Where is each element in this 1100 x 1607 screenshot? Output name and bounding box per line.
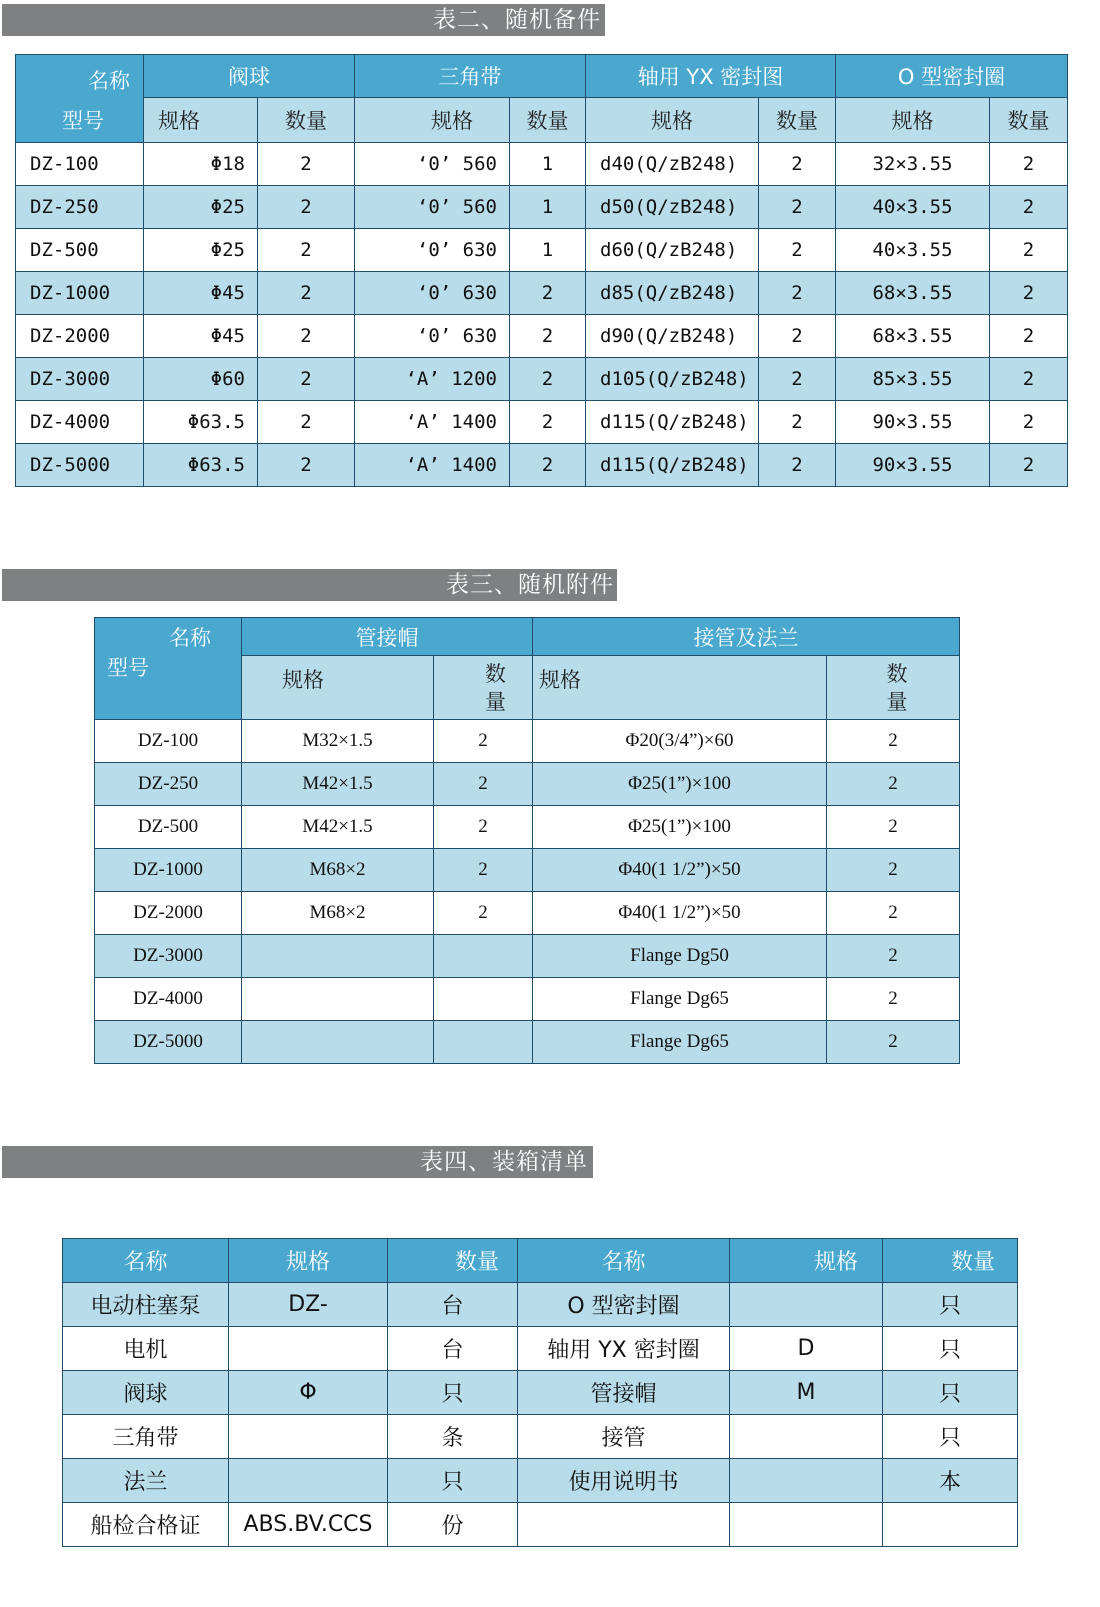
table-cell: 台 (388, 1283, 518, 1327)
table-cell: 2 (434, 763, 533, 806)
corner-top-label: 名称 (88, 69, 130, 93)
table-cell: 管接帽 (518, 1371, 730, 1415)
table-cell: 2 (434, 720, 533, 763)
table-cell: ABS.BV.CCS (229, 1503, 388, 1547)
qty-header (434, 656, 533, 720)
qty-header: 数量 (510, 98, 586, 143)
table-cell: 2 (258, 229, 355, 272)
table-cell: ‘A’ 1200 (355, 358, 510, 401)
table-cell: d105(Q/zB248) (586, 358, 759, 401)
table-cell: 2 (510, 315, 586, 358)
model-cell: DZ-5000 (16, 444, 144, 487)
table-cell: d115(Q/zB248) (586, 401, 759, 444)
table-cell: 90×3.55 (836, 444, 990, 487)
table-cell: 2 (510, 358, 586, 401)
table-row (16, 444, 1068, 487)
model-cell: DZ-250 (16, 186, 144, 229)
table-cell: ‘A’ 1400 (355, 444, 510, 487)
model-cell: 船检合格证 (63, 1503, 229, 1547)
model-cell: DZ-3000 (16, 358, 144, 401)
table-cell (242, 978, 434, 1021)
table-cell: 只 (883, 1371, 1018, 1415)
table-cell (883, 1503, 1018, 1547)
table-cell: 2 (510, 401, 586, 444)
table-cell: ‘0’ 630 (355, 229, 510, 272)
table-row (95, 720, 960, 763)
spec-header: 规格 (533, 656, 827, 720)
table-cell: ‘0’ 630 (355, 272, 510, 315)
table-cell: Φ45 (144, 315, 258, 358)
table-cell: 台 (388, 1327, 518, 1371)
spare-parts-table (15, 54, 1068, 487)
table-row (16, 358, 1068, 401)
table-row (95, 892, 960, 935)
model-cell: 法兰 (63, 1459, 229, 1503)
table-cell: 2 (990, 401, 1068, 444)
table-cell: 2 (827, 806, 960, 849)
group-header: 轴用 YX 密封图 (586, 55, 836, 98)
packing-list-table (62, 1238, 1018, 1547)
table-row (95, 1021, 960, 1064)
table-cell: d90(Q/zB248) (586, 315, 759, 358)
table-cell: 轴用 YX 密封圈 (518, 1327, 730, 1371)
table-cell: 2 (990, 358, 1068, 401)
table-cell (730, 1415, 883, 1459)
qty-header: 数量 (258, 98, 355, 143)
table-row (95, 849, 960, 892)
table-row (16, 143, 1068, 186)
table-row (16, 272, 1068, 315)
table-cell: 2 (258, 315, 355, 358)
group-header: 管接帽 (242, 618, 533, 656)
table-cell: 2 (759, 272, 836, 315)
qty-header: 数量 (883, 1239, 1018, 1283)
table-cell: 2 (827, 720, 960, 763)
table-cell (730, 1283, 883, 1327)
table-cell: 只 (883, 1283, 1018, 1327)
table-cell: 2 (827, 892, 960, 935)
corner-bottom-label: 型号 (62, 109, 104, 133)
model-cell: 电机 (63, 1327, 229, 1371)
qty-header: 数量 (990, 98, 1068, 143)
table-row (63, 1415, 1018, 1459)
table-cell: 2 (258, 186, 355, 229)
spec-header: 规格 (242, 656, 434, 720)
table-row (16, 401, 1068, 444)
table-cell (518, 1503, 730, 1547)
table-cell: 68×3.55 (836, 315, 990, 358)
table-cell: 40×3.55 (836, 229, 990, 272)
table-cell: 1 (510, 229, 586, 272)
table-cell: 只 (388, 1459, 518, 1503)
table-cell: 2 (759, 229, 836, 272)
table-cell: 2 (990, 143, 1068, 186)
accessories-table (94, 617, 960, 1064)
table-cell: M42×1.5 (242, 806, 434, 849)
table-cell: 2 (990, 315, 1068, 358)
table-cell: 2 (510, 444, 586, 487)
table-cell: Φ60 (144, 358, 258, 401)
spec-header: 规格 (836, 98, 990, 143)
table-cell: 2 (434, 849, 533, 892)
section4-title: 表四、装箱清单 (420, 1149, 588, 1175)
model-cell: DZ-4000 (16, 401, 144, 444)
table-cell: ‘A’ 1400 (355, 401, 510, 444)
table-cell: 份 (388, 1503, 518, 1547)
table-cell: 2 (759, 358, 836, 401)
model-cell: DZ-2000 (95, 892, 242, 935)
table-cell: ‘0’ 630 (355, 315, 510, 358)
group-header: O 型密封圈 (836, 55, 1068, 98)
table-cell: 2 (759, 186, 836, 229)
table-cell: 条 (388, 1415, 518, 1459)
qty-header: 数量 (388, 1239, 518, 1283)
table-cell: 2 (827, 1021, 960, 1064)
qty-header-char-1: 数 (886, 661, 908, 686)
table-cell: 只 (883, 1327, 1018, 1371)
table-cell: 2 (990, 186, 1068, 229)
table-cell: ‘0’ 560 (355, 143, 510, 186)
table-cell: Φ (229, 1371, 388, 1415)
model-cell: DZ-100 (16, 143, 144, 186)
group-header: 三角带 (355, 55, 586, 98)
table-row (95, 763, 960, 806)
model-cell: DZ-500 (95, 806, 242, 849)
model-cell: DZ-250 (95, 763, 242, 806)
table-cell: 2 (434, 892, 533, 935)
table-row (63, 1371, 1018, 1415)
table-cell: 2 (990, 272, 1068, 315)
model-cell: 阀球 (63, 1371, 229, 1415)
table-cell: Φ40(1 1/2”)×50 (533, 849, 827, 892)
spec-header: 规格 (144, 98, 258, 143)
table-cell (242, 1021, 434, 1064)
section3-title: 表三、随机附件 (446, 572, 614, 598)
table-cell: 2 (827, 935, 960, 978)
table-row (63, 1283, 1018, 1327)
table-row (63, 1503, 1018, 1547)
spec-header: 规格 (730, 1239, 883, 1283)
table-cell: 2 (434, 806, 533, 849)
model-cell: DZ-2000 (16, 315, 144, 358)
table-cell: M42×1.5 (242, 763, 434, 806)
table-cell (434, 1021, 533, 1064)
model-cell: DZ-3000 (95, 935, 242, 978)
table-cell: Φ25(1”)×100 (533, 806, 827, 849)
table-cell: 2 (258, 444, 355, 487)
model-cell: DZ-1000 (95, 849, 242, 892)
table-cell: Φ40(1 1/2”)×50 (533, 892, 827, 935)
name-header: 名称 (63, 1239, 229, 1283)
table-cell: Φ18 (144, 143, 258, 186)
corner-bottom-label: 型号 (107, 656, 149, 680)
table-cell: 1 (510, 143, 586, 186)
table-cell: M (730, 1371, 883, 1415)
table-cell: Flange Dg65 (533, 1021, 827, 1064)
table-cell (434, 935, 533, 978)
qty-header-char-1: 数 (485, 661, 506, 686)
table-row (16, 186, 1068, 229)
table-cell: 32×3.55 (836, 143, 990, 186)
table-cell: 2 (759, 444, 836, 487)
table-cell: Φ25 (144, 186, 258, 229)
table-cell: Φ45 (144, 272, 258, 315)
table-cell (229, 1415, 388, 1459)
table-cell: d85(Q/zB248) (586, 272, 759, 315)
corner-top-label: 名称 (169, 626, 211, 650)
model-cell: DZ-4000 (95, 978, 242, 1021)
model-cell: 三角带 (63, 1415, 229, 1459)
table-cell: 2 (510, 272, 586, 315)
table-cell: 2 (258, 401, 355, 444)
model-cell: DZ-1000 (16, 272, 144, 315)
table-cell: 2 (827, 763, 960, 806)
table-cell: Φ63.5 (144, 444, 258, 487)
table-row (95, 935, 960, 978)
name-header: 名称 (518, 1239, 730, 1283)
table-cell: ‘0’ 560 (355, 186, 510, 229)
table-row (63, 1459, 1018, 1503)
table-cell: M68×2 (242, 849, 434, 892)
table-cell: d40(Q/zB248) (586, 143, 759, 186)
table-cell: 只 (883, 1415, 1018, 1459)
spec-header: 规格 (229, 1239, 388, 1283)
table-cell (730, 1503, 883, 1547)
table-cell: 本 (883, 1459, 1018, 1503)
table-cell: 2 (990, 229, 1068, 272)
table-cell: Φ20(3/4”)×60 (533, 720, 827, 763)
table-cell: 90×3.55 (836, 401, 990, 444)
table-row (95, 806, 960, 849)
table-cell: 2 (258, 272, 355, 315)
table-cell: 2 (827, 849, 960, 892)
table-cell: O 型密封圈 (518, 1283, 730, 1327)
table-cell: 2 (990, 444, 1068, 487)
table-cell: 2 (827, 978, 960, 1021)
model-cell: 电动柱塞泵 (63, 1283, 229, 1327)
table-cell: 85×3.55 (836, 358, 990, 401)
group-header: 阀球 (144, 55, 355, 98)
table-cell: 1 (510, 186, 586, 229)
table-cell: M68×2 (242, 892, 434, 935)
spec-header: 规格 (355, 98, 510, 143)
table-cell (242, 935, 434, 978)
table-cell: 2 (258, 358, 355, 401)
table-cell: d115(Q/zB248) (586, 444, 759, 487)
corner-header (95, 618, 242, 720)
qty-header-char-2: 量 (485, 689, 506, 714)
model-cell: DZ-500 (16, 229, 144, 272)
model-cell: DZ-5000 (95, 1021, 242, 1064)
group-header: 接管及法兰 (533, 618, 960, 656)
table-cell: 2 (258, 143, 355, 186)
table-cell: 使用说明书 (518, 1459, 730, 1503)
table-row (95, 978, 960, 1021)
table-cell: 2 (759, 143, 836, 186)
table-cell: Φ25 (144, 229, 258, 272)
table-cell (229, 1327, 388, 1371)
qty-header-char-2: 量 (886, 689, 908, 714)
table-cell: 40×3.55 (836, 186, 990, 229)
corner-header (16, 55, 144, 143)
table-cell: 接管 (518, 1415, 730, 1459)
table-cell: Flange Dg65 (533, 978, 827, 1021)
model-cell: DZ-100 (95, 720, 242, 763)
table-row (16, 229, 1068, 272)
table-cell: d60(Q/zB248) (586, 229, 759, 272)
table-cell (229, 1459, 388, 1503)
table-row (63, 1327, 1018, 1371)
qty-header: 数量 (759, 98, 836, 143)
section2-title: 表二、随机备件 (433, 7, 601, 33)
table-cell: 2 (759, 315, 836, 358)
table-cell (434, 978, 533, 1021)
table-cell: d50(Q/zB248) (586, 186, 759, 229)
table-cell: M32×1.5 (242, 720, 434, 763)
table-cell: 只 (388, 1371, 518, 1415)
table-cell: DZ- (229, 1283, 388, 1327)
table-row (16, 315, 1068, 358)
table-cell: Flange Dg50 (533, 935, 827, 978)
table-cell: 2 (759, 401, 836, 444)
table-cell (730, 1459, 883, 1503)
table-cell: Φ25(1”)×100 (533, 763, 827, 806)
table-cell: D (730, 1327, 883, 1371)
table-cell: Φ63.5 (144, 401, 258, 444)
qty-header (827, 656, 960, 720)
spec-header: 规格 (586, 98, 759, 143)
table-cell: 68×3.55 (836, 272, 990, 315)
